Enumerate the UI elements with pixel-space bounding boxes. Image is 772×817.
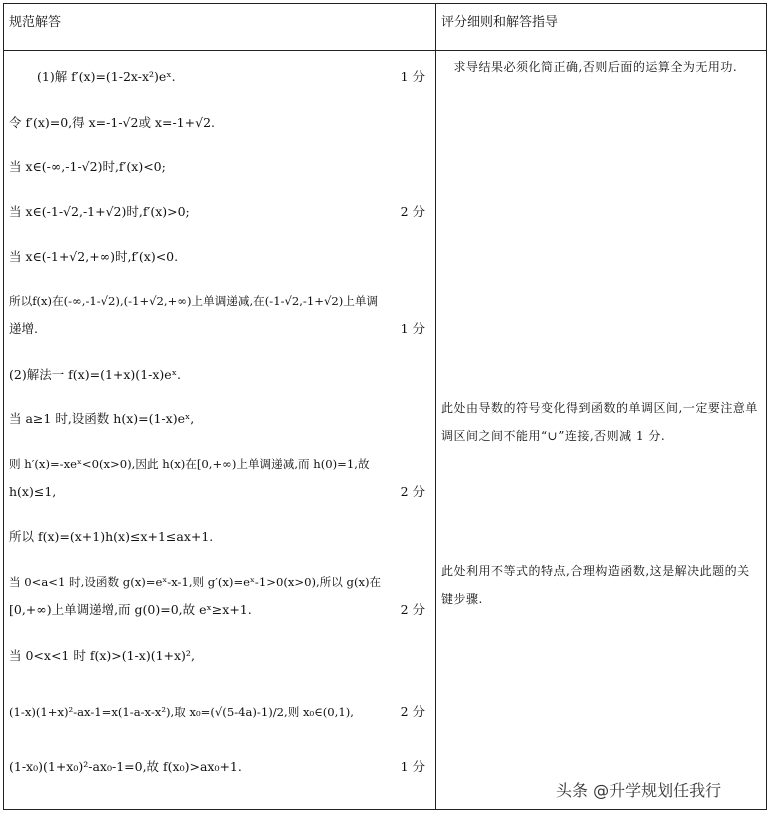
score: 2 分: [400, 602, 425, 617]
score: 1 分: [400, 69, 425, 84]
solution-line: (1-x₀)(1+x₀)²-ax₀-1=0,故 f(x₀)>ax₀+1. 1 分: [9, 759, 425, 774]
solution-line: (1)解 f′(x)=(1-2x-x²)eˣ. 1 分: [37, 69, 425, 84]
solution-line: 当 0<x<1 时 f(x)>(1-x)(1+x)²,: [9, 648, 195, 663]
solution-line: (1-x)(1+x)²-ax-1=x(1-a-x-x²),取 x₀=(√(5-4a)-1)/2,则 x₀∈(0,1), 2 分: [9, 704, 425, 719]
score: 2 分: [400, 484, 425, 499]
solution-line: 所以 f(x)=(x+1)h(x)≤x+1≤ax+1.: [9, 529, 214, 544]
score: 2 分: [400, 704, 425, 719]
solution-line: 当 a≥1 时,设函数 h(x)=(1-x)eˣ,: [9, 411, 195, 426]
column-divider: [435, 3, 436, 810]
solution-line: 令 f′(x)=0,得 x=-1-√2或 x=-1+√2.: [9, 115, 215, 130]
solution-line: 当 0<a<1 时,设函数 g(x)=eˣ-x-1,则 g′(x)=eˣ-1>0(x>0),所以 g(x)在: [9, 575, 382, 589]
right-column-header: 评分细则和解答指导: [441, 15, 559, 30]
solution-line: [0,+∞)上单调递增,而 g(0)=0,故 eˣ≥x+1. 2 分: [9, 602, 425, 617]
solution-line: (2)解法一 f(x)=(1+x)(1-x)eˣ.: [9, 367, 181, 382]
grading-note: 求导结果必须化简正确,否则后面的运算全为无用功.: [441, 60, 738, 74]
solution-line: 递增. 1 分: [9, 321, 425, 336]
score: 2 分: [400, 204, 425, 219]
solution-line: h(x)≤1, 2 分: [9, 484, 425, 499]
grading-note: 此处由导数的符号变化得到函数的单调区间,一定要注意单调区间之间不能用“∪”连接,否则减 1 分.: [441, 401, 758, 443]
grading-note: 此处利用不等式的特点,合理构造函数,这是解决此题的关键步骤.: [441, 564, 750, 606]
solution-line: 所以f(x)在(-∞,-1-√2),(-1+√2,+∞)上单调递减,在(-1-√2,-1+√2)上单调: [9, 294, 379, 308]
solution-line: 当 x∈(-1-√2,-1+√2)时,f′(x)>0; 2 分: [9, 204, 425, 219]
header-divider: [3, 50, 767, 51]
watermark: 头条 @升学规划任我行: [556, 781, 722, 800]
solution-line: 当 x∈(-∞,-1-√2)时,f′(x)<0;: [9, 159, 166, 174]
solution-line: 则 h′(x)=-xeˣ<0(x>0),因此 h(x)在[0,+∞)上单调递减,而 h(0)=1,故: [9, 457, 370, 471]
solution-line: 当 x∈(-1+√2,+∞)时,f′(x)<0.: [9, 249, 179, 264]
score: 1 分: [400, 321, 425, 336]
score: 1 分: [400, 759, 425, 774]
left-column-header: 规范解答: [9, 15, 62, 30]
